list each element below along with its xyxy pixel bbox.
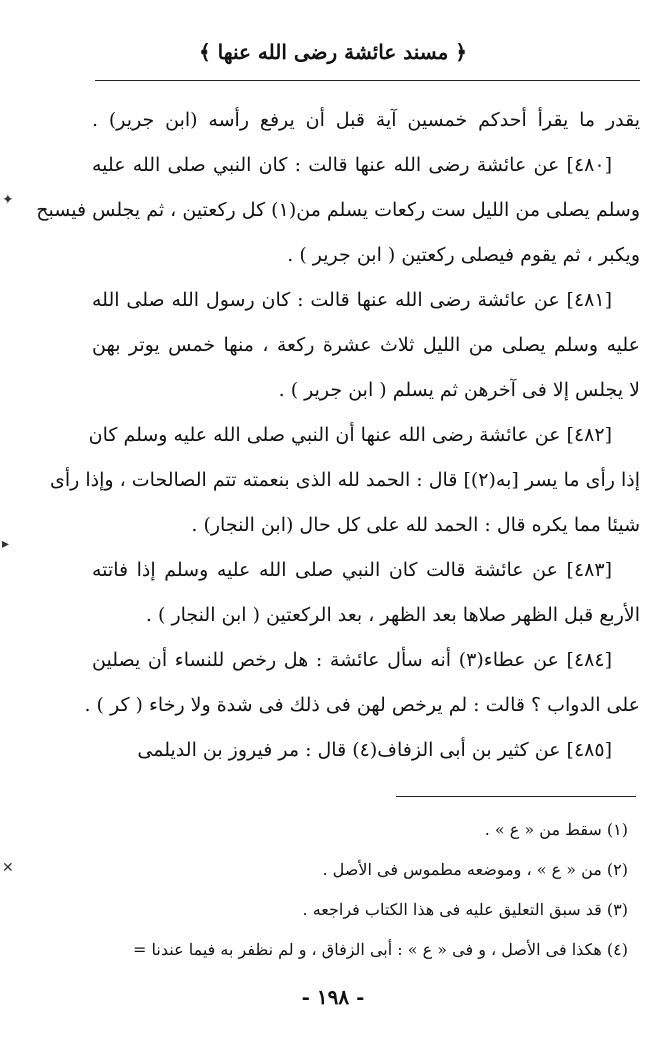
text-line: لا يجلس إلا فى آخرهن ثم يسلم ( ابن جرير ) . bbox=[278, 379, 640, 401]
margin-mark-icon: ✕ bbox=[2, 860, 14, 876]
footnote-4: (٤) هكذا فى الأصل ، و فى « ع » : أبى الزفاق ، و لم نظفر به فيما عندنا = bbox=[133, 940, 628, 959]
footnote-2: (٢) من « ع » ، وموضعه مطموس فى الأصل . bbox=[322, 860, 628, 879]
footnote-1: (١) سقط من « ع » . bbox=[484, 820, 628, 839]
text-line-hadith-483: [٤٨٣] عن عائشة قالت كان النبي صلى الله عليه وسلم إذا فاتته bbox=[92, 559, 612, 581]
text-line-hadith-480: [٤٨٠] عن عائشة رضى الله عنها قالت : كان النبي صلى الله عليه bbox=[92, 154, 612, 176]
page-header-title: ﴿ مسند عائشة رضى الله عنها ﴾ bbox=[198, 40, 468, 64]
text-line: على الدواب ؟ قالت : لم يرخص لهن فى ذلك فى شدة ولا رخاء ( كر ) . bbox=[84, 694, 640, 716]
text-line-hadith-481: [٤٨١] عن عائشة رضى الله عنها قالت : كان رسول الله صلى الله bbox=[92, 289, 612, 311]
page-number: - ١٩٨ - bbox=[301, 985, 365, 1009]
text-line: ويكبر ، ثم يقوم فيصلى ركعتين ( ابن جرير ) . bbox=[287, 244, 640, 266]
text-line: وسلم يصلى من الليل ست ركعات يسلم من(١) كل ركعتين ، ثم يجلس فيسبح bbox=[36, 199, 640, 221]
text-line: شيئا مما يكره قال : الحمد لله على كل حال (ابن النجار) . bbox=[191, 514, 640, 536]
text-line: الأربع قبل الظهر صلاها بعد الظهر ، بعد الركعتين ( ابن النجار ) . bbox=[145, 604, 640, 626]
text-line: عليه وسلم يصلى من الليل ثلاث عشرة ركعة ، منها خمس يوتر بهن bbox=[92, 334, 640, 356]
body-text bbox=[36, 98, 640, 773]
text-line: إذا رأى ما يسر [به(٢)] قال : الحمد لله الذى بنعمته تتم الصالحات ، وإذا رأى bbox=[50, 469, 640, 491]
header-divider bbox=[95, 80, 640, 81]
footnote-3: (٣) قد سبق التعليق عليه فى هذا الكتاب فراجعه . bbox=[302, 900, 628, 919]
text-line: يقدر ما يقرأ أحدكم خمسين آية قبل أن يرفع رأسه (ابن جرير) . bbox=[92, 109, 640, 131]
margin-mark-icon: ✦ bbox=[2, 192, 14, 208]
footnotes bbox=[92, 812, 628, 972]
text-line-hadith-485: [٤٨٥] عن كثير بن أبى الزفاف(٤) قال : مر فيروز بن الديلمى bbox=[137, 739, 612, 761]
text-line-hadith-482: [٤٨٢] عن عائشة رضى الله عنها أن النبي صلى الله عليه وسلم كان bbox=[88, 424, 612, 446]
footnote-divider bbox=[396, 796, 636, 797]
margin-mark-icon: ▸ bbox=[2, 536, 10, 552]
text-line-hadith-484: [٤٨٤] عن عطاء(٣) أنه سأل عائشة : هل رخص للنساء أن يصلين bbox=[92, 649, 612, 671]
